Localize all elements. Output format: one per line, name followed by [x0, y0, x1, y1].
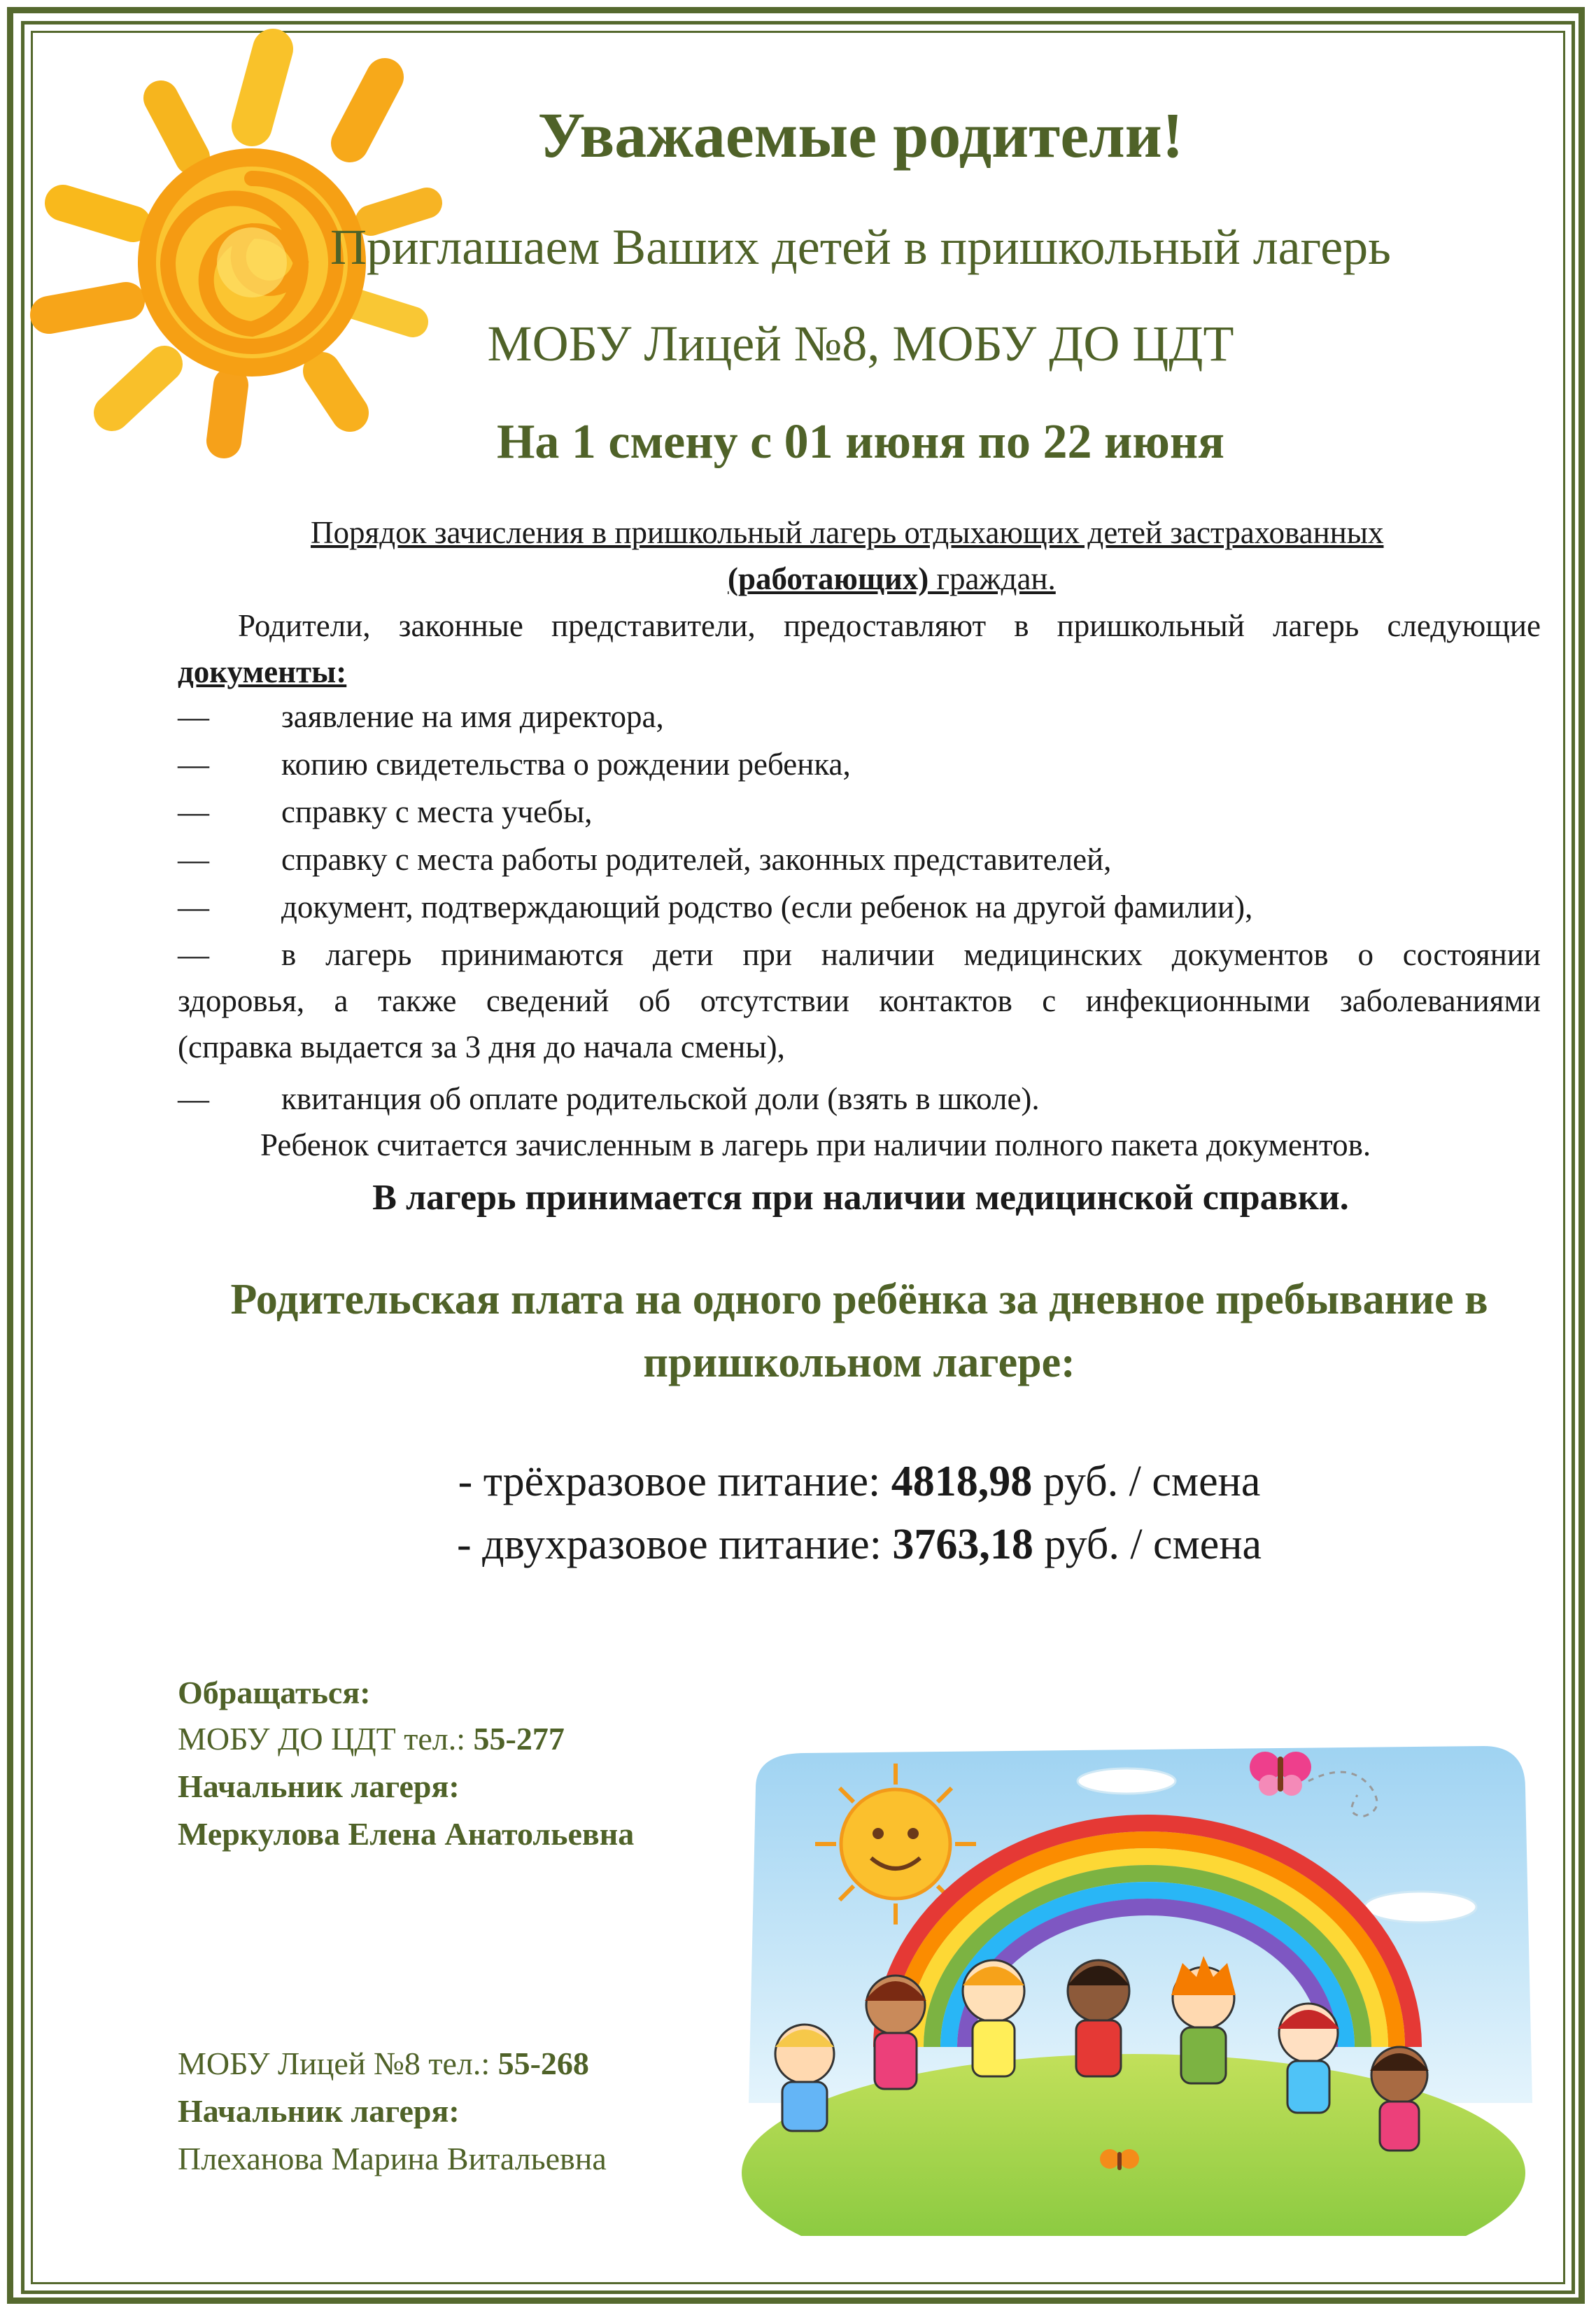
list-item: копию свидетельства о рождении ребенка,: [281, 747, 851, 782]
lyceum-phone: 55-268: [497, 2046, 589, 2081]
price-unit: руб. / смена: [1032, 1458, 1261, 1505]
medical-line3: (справка выдается за 3 дня до начала смены),: [178, 1029, 785, 1064]
list-item: документ, подтверждающий родство (если ребенок на другой фамилии),: [281, 889, 1253, 924]
list-dash: —: [178, 937, 209, 972]
list-item: заявление на имя директора,: [281, 699, 664, 734]
list-dash: —: [178, 794, 209, 829]
list-dash: —: [178, 1081, 209, 1116]
order-citizens: граждан.: [928, 561, 1056, 596]
organization-line: МОБУ Лицей №8, МОБУ ДО ЦДТ: [487, 316, 1234, 372]
camp-head-name: Плеханова Марина Витальевна: [178, 2141, 607, 2176]
medical-line1: в лагерь принимаются дети при наличии медицинских документов о состоянии: [281, 937, 1541, 972]
medical-note: В лагерь принимается при наличии медицинской справки.: [372, 1178, 1349, 1218]
order-working-bold: (работающих): [728, 561, 929, 596]
cdt-phone: 55-277: [473, 1721, 565, 1757]
camp-head-label: Начальник лагеря:: [178, 2093, 460, 2129]
list-dash: —: [178, 842, 209, 877]
camp-head-label: Начальник лагеря:: [178, 1768, 460, 1804]
list-item: справку с места учебы,: [281, 794, 593, 829]
order-heading-line1: Порядок зачисления в пришкольный лагерь отдыхающих детей застрахованных: [311, 515, 1384, 550]
order-heading-line2: [728, 556, 1056, 602]
price-amount: 4818,98: [891, 1458, 1033, 1505]
page-title: Уважаемые родители!: [537, 99, 1184, 171]
price-three-meals: [178, 1457, 1541, 1507]
camp-head-name: Меркулова Елена Анатольевна: [178, 1816, 635, 1852]
price-unit: руб. / смена: [1033, 1521, 1262, 1568]
medical-line2: здоровья, а также сведений об отсутствии контактов с инфекционными заболеваниями: [178, 983, 1541, 1018]
list-item: квитанция об оплате родительской доли (взять в школе).: [281, 1081, 1040, 1116]
fee-title: Родительская плата на одного ребёнка за дневное пребывание в пришкольном лагере:: [230, 1276, 1488, 1386]
shift-dates: На 1 смену с 01 июня по 22 июня: [496, 415, 1225, 469]
price-label: - трёхразовое питание:: [458, 1458, 891, 1505]
kids-rainbow-illustration-icon: [728, 1725, 1553, 2236]
cdt-label: МОБУ ДО ЦДТ тел.:: [178, 1721, 474, 1757]
intro-documents-word: документы:: [178, 654, 347, 689]
list-dash: —: [178, 747, 209, 782]
price-two-meals: [178, 1520, 1541, 1570]
intro-line1: Родители, законные представители, предоставляют в пришкольный лагерь следующие: [238, 608, 1541, 643]
list-dash: —: [178, 889, 209, 924]
price-amount: 3763,18: [892, 1521, 1033, 1568]
invite-line: Приглашаем Ваших детей в пришкольный лагерь: [330, 219, 1392, 275]
enrolled-note: Ребенок считается зачисленным в лагерь при наличии полного пакета документов.: [260, 1127, 1371, 1162]
lyceum-label: МОБУ Лицей №8 тел.:: [178, 2046, 498, 2081]
contacts-heading: Обращаться:: [178, 1675, 371, 1710]
price-label: - двухразовое питание:: [456, 1521, 893, 1568]
cdt-contact: [178, 1720, 565, 1757]
list-dash: —: [178, 699, 209, 734]
list-item: справку с места работы родителей, законных представителей,: [281, 842, 1112, 877]
lyceum-contact: [178, 2045, 589, 2082]
